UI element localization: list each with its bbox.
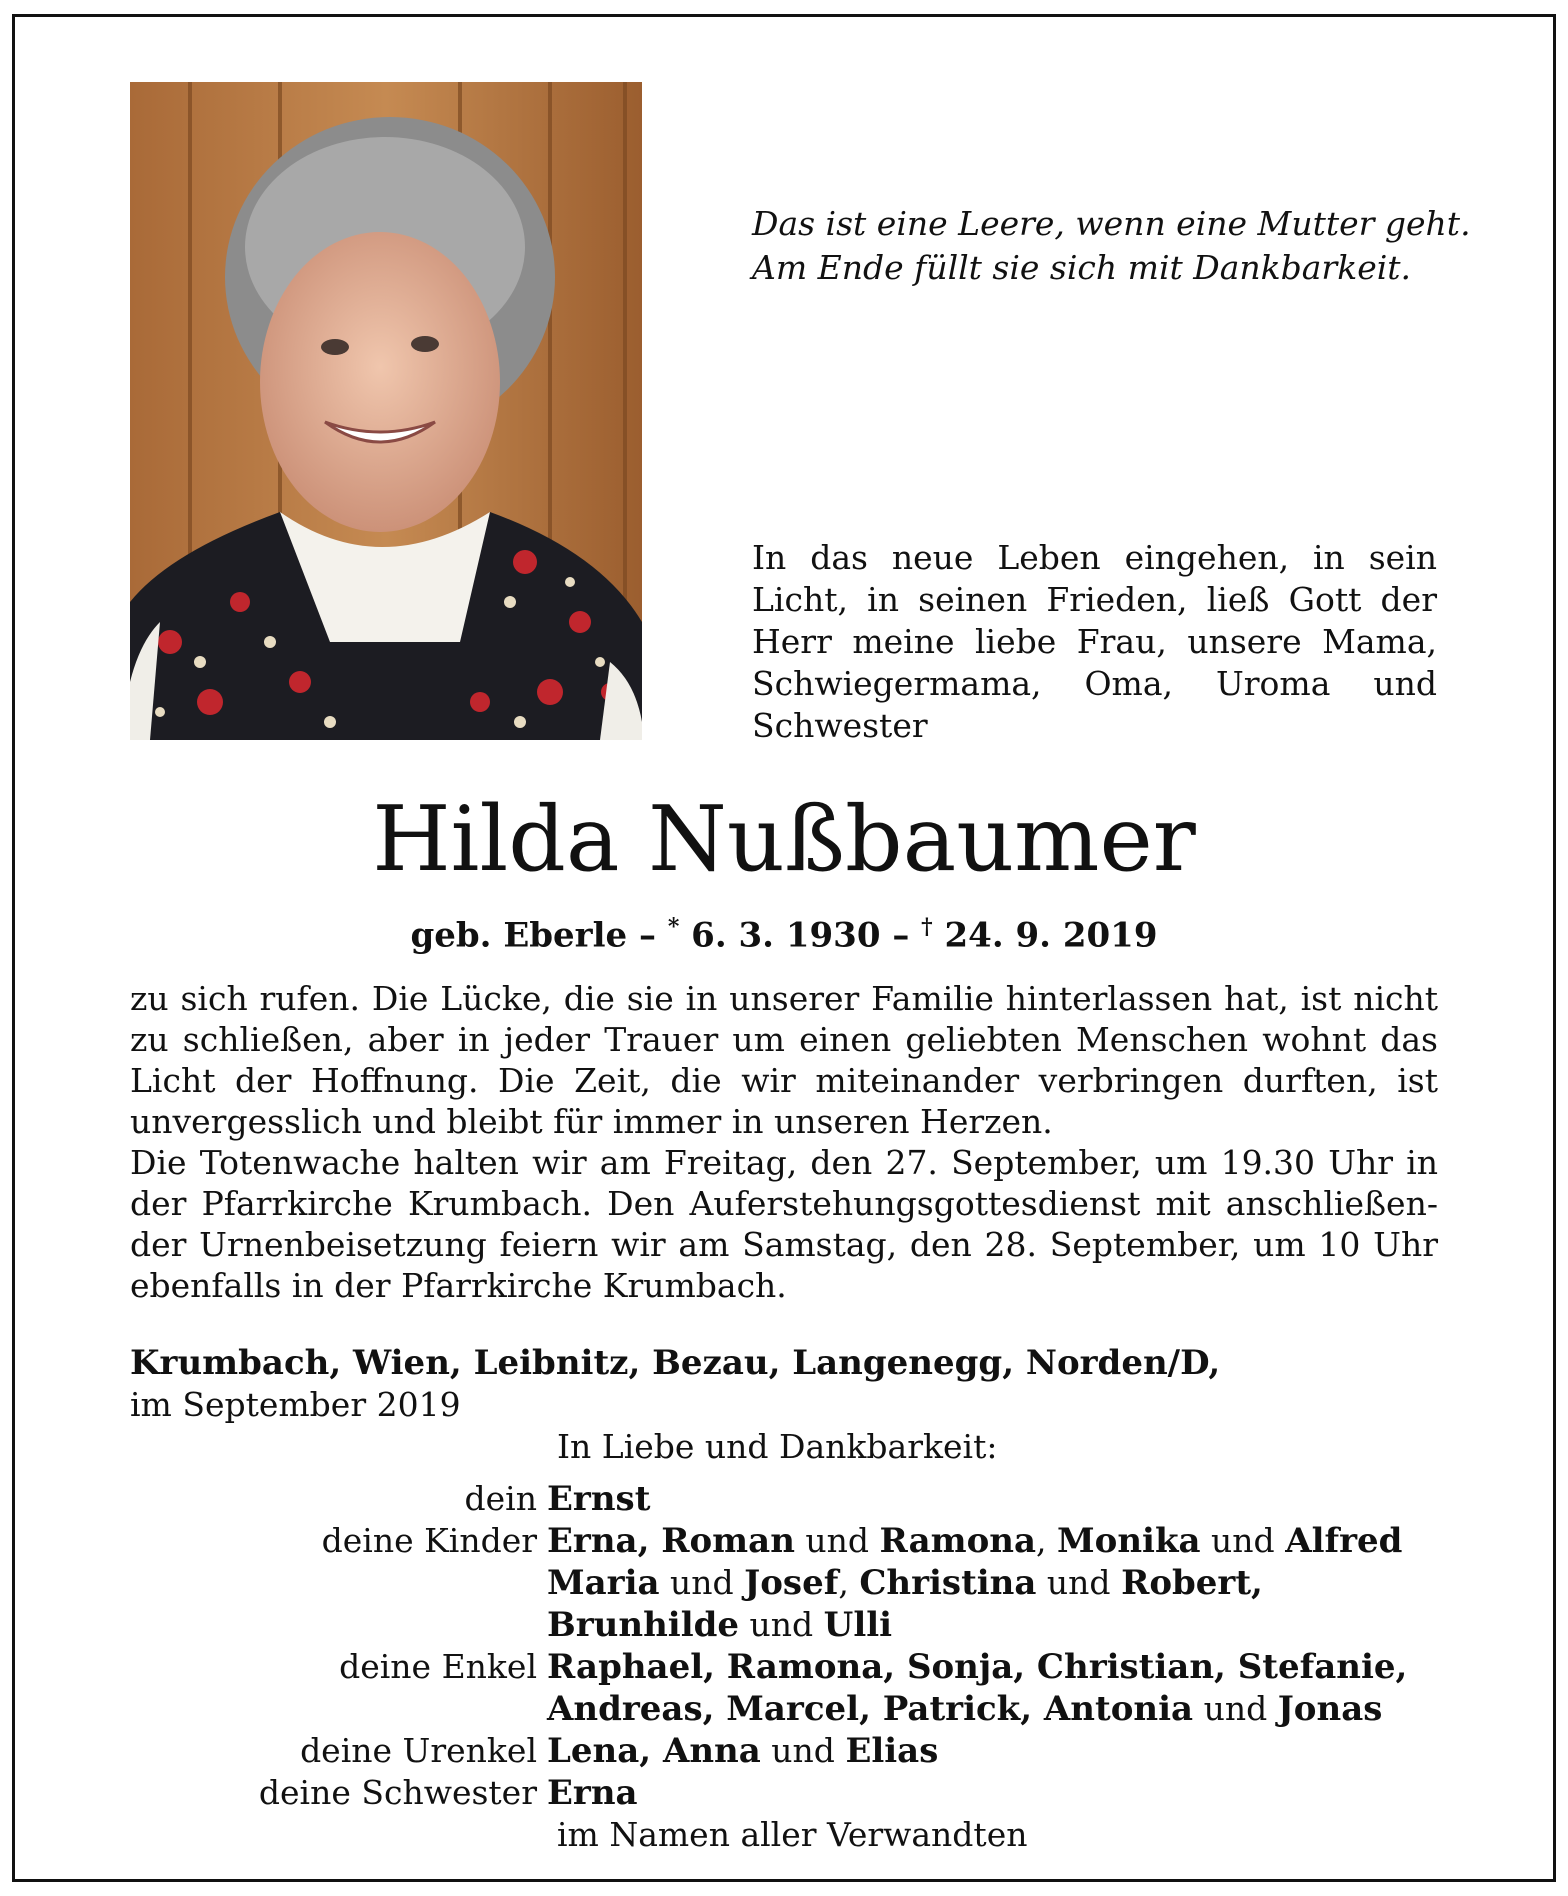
mourner-name: Monika xyxy=(1057,1521,1201,1561)
mourner-row xyxy=(130,1478,1438,1520)
mourner-names xyxy=(547,1520,1438,1646)
mourner-row xyxy=(130,1730,1438,1772)
mourner-names xyxy=(547,1772,1438,1814)
body-paragraph: Die Totenwache halten wir am Freitag, den 27. September, um 19.30 Uhr in der Pfarrkirche Krumbach. Den Auferstehungsgottesdienst mit anschließender Urnenbeisetzung feiern wir am Samstag, den 28. September, um 10 Uhr ebenfalls in der Pfarrkirche Krumbach. xyxy=(130,1143,1438,1305)
mourner-role: deine Enkel xyxy=(339,1647,537,1686)
mourner-name: Ramona xyxy=(879,1521,1037,1561)
connector: , xyxy=(838,1563,860,1602)
mourner-role: deine Kinder xyxy=(321,1521,537,1560)
life-dates xyxy=(130,905,1438,957)
mourner-row xyxy=(130,1772,1438,1814)
mourner-name: Maria xyxy=(547,1563,660,1603)
mourner-names xyxy=(547,1730,1438,1772)
connector: und xyxy=(1193,1689,1278,1728)
deceased-name: Hilda Nußbaumer xyxy=(372,787,1196,892)
connector: und xyxy=(1036,1563,1122,1602)
mourner-name: Alfred xyxy=(1285,1521,1403,1561)
connector: , xyxy=(1036,1521,1058,1560)
connector: und xyxy=(1200,1521,1286,1560)
died-mark: † xyxy=(921,914,933,940)
mourner-name: Jonas xyxy=(1277,1689,1383,1729)
death-date: 24. 9. 2019 xyxy=(932,915,1158,956)
mourner-role: deine Urenkel xyxy=(300,1731,537,1770)
mourners-list xyxy=(130,1478,1438,1814)
mourner-names xyxy=(547,1478,1438,1520)
names-line xyxy=(547,1604,1438,1646)
mourner-name: Robert, xyxy=(1121,1563,1263,1603)
closing-line: im Namen aller Verwandten xyxy=(557,1815,1028,1854)
connector: und xyxy=(794,1521,880,1560)
mourner-name: Lena, Anna xyxy=(547,1731,761,1771)
connector: und xyxy=(659,1563,745,1602)
portrait-photo xyxy=(130,82,642,740)
mourner-name: Erna, Roman xyxy=(547,1521,795,1561)
intro-text: In das neue Leben eingehen, in sein Licht, in seinen Frieden, ließ Gott der Herr meine liebe Frau, unsere Mama, Schwiegermama, Oma, Uroma und Schwester xyxy=(752,538,1437,745)
mourner-name: Josef xyxy=(744,1563,839,1603)
mourner-name: Ernst xyxy=(547,1479,651,1519)
names-line xyxy=(547,1688,1438,1730)
names-line xyxy=(547,1520,1438,1562)
love-line: In Liebe und Dankbarkeit: xyxy=(557,1427,998,1466)
quote-line: Das ist eine Leere, wenn eine Mutter geht. xyxy=(752,204,1471,243)
mourner-name: Elias xyxy=(845,1731,939,1771)
body-paragraph: zu sich rufen. Die Lücke, die sie in unserer Familie hinterlassen hat, ist nicht zu schließen, aber in jeder Trauer um einen geliebten Menschen wohnt das Licht der Hoffnung. Die Zeit, die wir miteinander verbringen durften, ist unvergesslich und bleibt für immer in unseren Herzen. xyxy=(130,979,1438,1141)
mourner-names xyxy=(547,1646,1438,1730)
mourner-name: Brunhilde xyxy=(547,1605,740,1645)
separator: – xyxy=(627,915,668,956)
notice-body xyxy=(130,978,1438,1306)
names-line xyxy=(547,1562,1438,1604)
mourner-role: deine Schwester xyxy=(258,1773,537,1812)
birth-name: geb. Eberle xyxy=(410,915,628,956)
names-line xyxy=(547,1646,1438,1688)
notice-date: im September 2019 xyxy=(130,1385,461,1424)
connector: und xyxy=(760,1731,846,1770)
born-mark: * xyxy=(667,914,680,940)
mourner-name: Ulli xyxy=(823,1605,893,1645)
quote-line: Am Ende füllt sie sich mit Dankbarkeit. xyxy=(752,248,1412,287)
mourner-name: Raphael, Ramona, Sonja, Christian, Stefanie, xyxy=(547,1647,1408,1687)
separator: – xyxy=(880,915,922,956)
mourner-name: Erna xyxy=(547,1773,638,1813)
mourner-name: Christina xyxy=(859,1563,1037,1603)
mourner-role: dein xyxy=(464,1479,537,1518)
birth-date: 6. 3. 1930 xyxy=(679,915,881,956)
mourner-row xyxy=(130,1646,1438,1730)
connector: und xyxy=(739,1605,824,1644)
mourner-name: Andreas, Marcel, Patrick, Antonia xyxy=(547,1689,1194,1729)
places: Krumbach, Wien, Leibnitz, Bezau, Langenegg, Norden/D, xyxy=(130,1343,1221,1383)
mourner-row xyxy=(130,1520,1438,1646)
quote xyxy=(752,202,1472,290)
